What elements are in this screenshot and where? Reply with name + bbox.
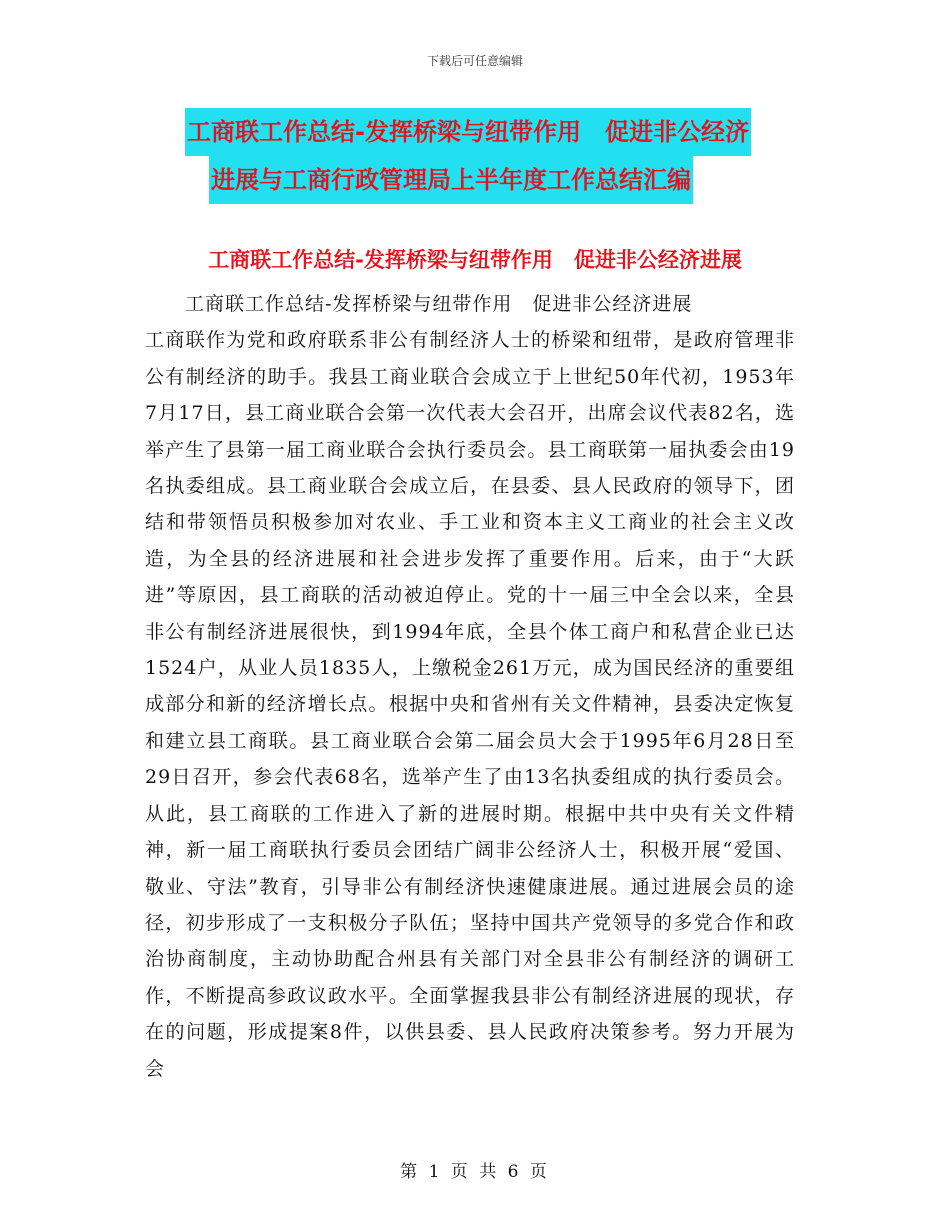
body-text xyxy=(145,286,795,1087)
document-title-line-2: 进展与工商行政管理局上半年度工作总结汇编 xyxy=(209,156,693,204)
document-title-line-1: 工商联工作总结-发挥桥梁与纽带作用 促进非公经济 xyxy=(185,108,751,156)
body-paragraph: 工商联作为党和政府联系非公有制经济人士的桥梁和纽带，是政府管理非公有制经济的助手。我县工商业联合会成立于上世纪50年代初，1953年7月17日，县工商业联合会第一次代表大会召开，出席会议代表82名，选举产生了县第一届工商业联合会执行委员会。县工商联第一届执委会由19名执委组成。县工商业联合会成立后，在县委、县人民政府的领导下，团结和带领悟员积极参加对农业、手工业和资本主义工商业的社会主义改造，为全县的经济进展和社会进步发挥了重要作用。后来，由于“大跃进”等原因，县工商联的活动被迫停止。党的十一届三中全会以来，全县非公有制经济进展很快，到1994年底，全县个体工商户和私营企业已达1524户，从业人员1835人，上缴税金261万元，成为国民经济的重要组成部分和新的经济增长点。根据中央和省州有关文件精神，县委决定恢复和建立县工商联。县工商业联合会第二届会员大会于1995年6月28日至29日召开，参会代表68名，选举产生了由13名执委组成的执行委员会。从此，县工商联的工作进入了新的进展时期。根据中共中央有关文件精神，新一届工商联执行委员会团结广阔非公经济人士，积极开展“爱国、敬业、守法”教育，引导非公有制经济快速健康进展。通过进展会员的途径，初步形成了一支积极分子队伍；坚持中国共产党领导的多党合作和政治协商制度，主动协助配合州县有关部门对全县非公有制经济的调研工作，不断提高参政议政水平。全面掌握我县非公有制经济进展的现状，存在的问题，形成提案8件，以供县委、县人民政府决策参考。努力开展为会 xyxy=(145,329,795,1080)
section-title: 工商联工作总结-发挥桥梁与纽带作用 促进非公经济进展 xyxy=(208,248,742,272)
page-footer: 第 1 页 共 6 页 xyxy=(400,1162,550,1182)
lead-line: 工商联工作总结-发挥桥梁与纽带作用 促进非公经济进展 xyxy=(185,293,693,315)
document-title xyxy=(185,108,825,204)
header-note: 下载后可任意编辑 xyxy=(426,54,523,68)
